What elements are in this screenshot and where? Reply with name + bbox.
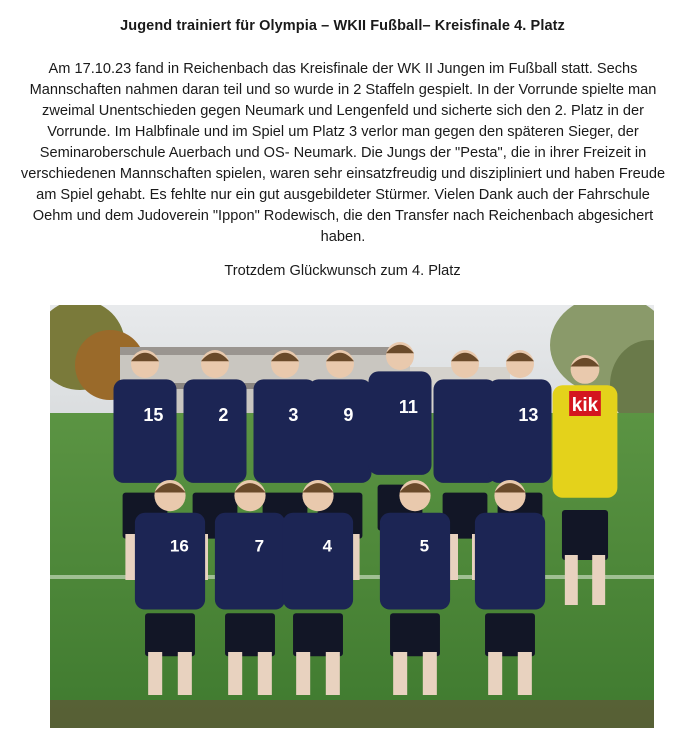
article-title: Jugend trainiert für Olympia – WKII Fußball– Kreisfinale 4. Platz [120, 18, 565, 34]
jersey-number: 3 [288, 404, 299, 425]
team-photo [50, 305, 654, 728]
congratulations-line: Trotzdem Glückwunsch zum 4. Platz [224, 263, 461, 279]
jersey-number: 11 [398, 396, 418, 417]
jersey-number: 4 [322, 536, 333, 556]
sponsor-logo: kik [571, 395, 599, 416]
jersey-number: 5 [419, 536, 430, 556]
jersey-number: 2 [218, 404, 229, 425]
article-paragraph: Am 17.10.23 fand in Reichenbach das Kreisfinale der WK II Jungen im Fußball statt. Sechs Mannschaften nahmen daran teil und so wurde in 2 Staffeln gespielt. In der Vorrunde spielte man zweimal Unentschieden gegen Neumark und Lengenfeld und sicherte sich den 2. Platz in der Vorrunde. Im Halbfinale und im Spiel um Platz 3 verlor man gegen den späteren Sieger, der Seminaroberschule Auerbach und OS- Neumark. Die Jungs der "Pesta", die in ihrer Freizeit in verschiedenen Mannschaften spielen, waren sehr einsatzfreudig und diszipliniert und haben Freude am Spiel gehabt. Es fehlte nur ein gut ausgebildeter Stürmer. Vielen Dank auch der Fahrschule Oehm und dem Judoverein "Ippon" Rodewisch, die den Transfer nach Reichenbach abgesichert haben. [20, 61, 666, 245]
jersey-number: 9 [343, 404, 354, 425]
jersey-number: 15 [143, 404, 164, 425]
jersey-number: 7 [254, 536, 265, 556]
jersey-number: 16 [169, 536, 189, 556]
jersey-number: 13 [518, 404, 539, 425]
